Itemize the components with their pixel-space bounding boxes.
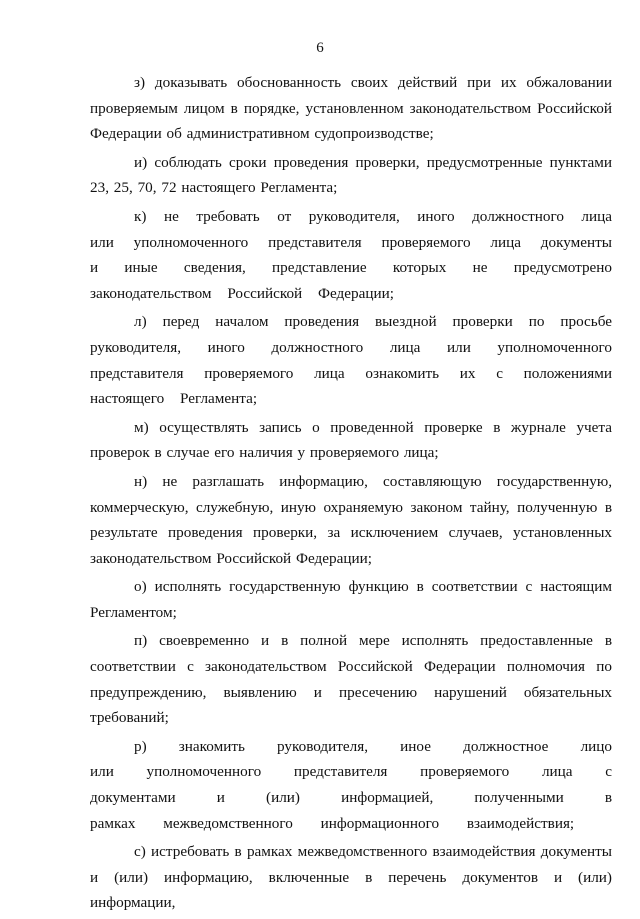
document-body	[90, 70, 612, 919]
paragraph-p: п) своевременно и в полной мере исполнять предоставленные в соответствии с законодательством Российской Федерации полномочия по предупреждению, выявлению и пресечению нарушений обязательных требований;	[90, 632, 612, 727]
paragraph-o: о) исполнять государственную функцию в соответствии с настоящим Регламентом;	[90, 578, 612, 621]
page-number: 6	[316, 40, 324, 56]
paragraph-z: з) доказывать обоснованность своих действий при их обжаловании проверяемым лицом в порядке, установленном законодательством Российской Федерации об административном судопроизводстве;	[90, 74, 612, 143]
paragraph-i: и) соблюдать сроки проведения проверки, предусмотренные пунктами 23, 25, 70, 72 настоящего Регламента;	[90, 153, 612, 197]
paragraph-k: к) не требовать от руководителя, иного должностного лица или уполномоченного представителя проверяемого лица документы и иные сведения, представление которых не предусмотрено законодательством Российской Федерации;	[90, 207, 612, 302]
paragraph-l: л) перед началом проведения выездной проверки по просьбе руководителя, иного должностного лица или уполномоченного представителя проверяемого лица ознакомить их с положениями настоящего Регламента;	[90, 313, 612, 408]
paragraph-r: р) знакомить руководителя, иное должностное лицо или уполномоченного представителя проверяемого лица с документами и (или) информацией, полученными в рамках межведомственного информационного взаимодействия;	[90, 737, 612, 832]
paragraph-s: с) истребовать в рамках межведомственного взаимодействия документы и (или) информацию, включенные в перечень документов и (или) информации,	[90, 843, 612, 912]
paragraph-n: н) не разглашать информацию, составляющую государственную, коммерческую, служебную, иную охраняемую законом тайну, полученную в результате проведения проверки, за исключением случаев, установленных законодательством Российской Федерации;	[90, 472, 612, 567]
paragraph-m: м) осуществлять запись о проведенной проверке в журнале учета проверок в случае его наличия у проверяемого лица;	[90, 418, 612, 462]
